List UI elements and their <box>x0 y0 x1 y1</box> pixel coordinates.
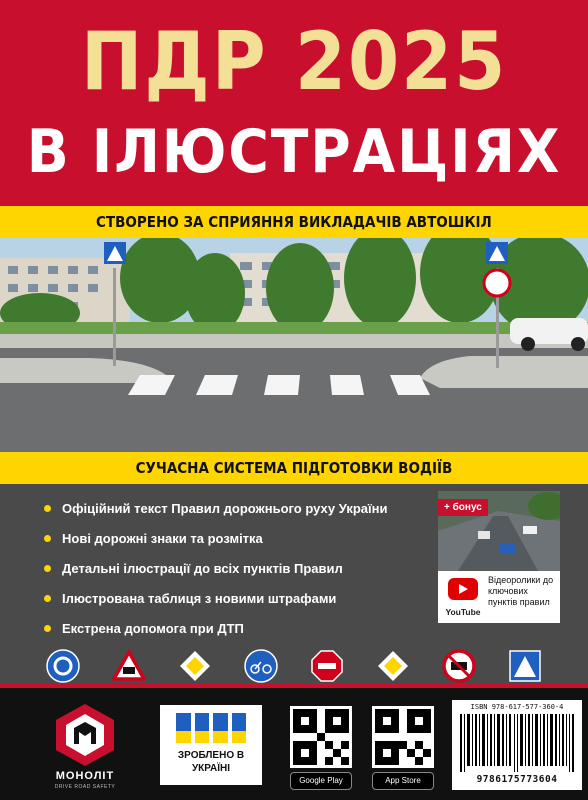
no-entry-trucks-sign-icon <box>442 649 476 683</box>
tagline-top: СТВОРЕНО ЗА СПРИЯННЯ ВИКЛАДАЧІВ АВТОШКІЛ <box>96 213 492 231</box>
stop-sign-icon <box>310 649 344 683</box>
barcode <box>452 700 582 790</box>
publisher-logo <box>50 700 120 796</box>
feature-item: Екстрена допомога при ДТП <box>40 614 430 644</box>
tagline-mid: СУЧАСНА СИСТЕМА ПІДГОТОВКИ ВОДІЇВ <box>135 459 453 477</box>
bonus-box <box>438 491 560 623</box>
pedestrian-crossing-sign-icon <box>508 649 542 683</box>
cover-header <box>0 0 588 206</box>
monolit-logo-icon <box>50 700 120 768</box>
bicycle-lane-sign-icon <box>244 649 278 683</box>
features-list <box>40 494 430 644</box>
bullet-icon <box>44 535 51 542</box>
cover-subtitle: В ІЛЮСТРАЦІЯХ <box>26 117 562 187</box>
tagline-top-band <box>0 206 588 238</box>
publisher-slogan: DRIVE ROAD SAFETY <box>54 784 116 790</box>
bullet-icon <box>44 595 51 602</box>
qr-code-app-store[interactable] <box>372 706 434 768</box>
tagline-mid-band <box>0 452 588 484</box>
youtube-icon <box>444 575 482 605</box>
bullet-icon <box>44 625 51 632</box>
bullet-icon <box>44 565 51 572</box>
feature-item: Ілюстрована таблиця з новими штрафами <box>40 584 430 614</box>
priority-road-sign-icon <box>178 649 212 683</box>
bonus-video-thumbnail <box>438 491 560 571</box>
main-road-sign-icon <box>376 649 410 683</box>
isbn-text: ISBN 978-617-577-360-4 <box>470 703 564 711</box>
youtube-logo <box>444 575 482 619</box>
publisher-name: МОНОЛІТ <box>55 770 115 782</box>
cover-title: ПДР 2025 <box>80 15 508 108</box>
youtube-label: YouTube <box>445 607 481 617</box>
bonus-tag: + бонус <box>438 499 488 516</box>
roundabout-sign-icon <box>46 649 80 683</box>
bullet-icon <box>44 505 51 512</box>
made-in-ukraine-text: ЗРОБЛЕНО В УКРАЇНІ <box>177 750 245 774</box>
app-store-badge[interactable]: App Store <box>372 772 434 790</box>
qr-code-icon <box>293 709 349 765</box>
feature-item: Нові дорожні знаки та розмітка <box>40 524 430 554</box>
ukraine-flag-bars-icon <box>176 713 246 743</box>
qr-code-google-play[interactable] <box>290 706 352 768</box>
feature-item: Детальні ілюстрації до всіх пунктів Правил <box>40 554 430 584</box>
road-crossing-photo <box>0 238 588 452</box>
bonus-description: Відеоролики до ключових пунктів правил <box>488 575 554 607</box>
barcode-number: 9786175773604 <box>476 774 558 785</box>
warning-triangle-sign-icon <box>112 649 146 683</box>
road-signs-row <box>0 644 588 688</box>
qr-code-icon <box>375 709 431 765</box>
made-in-ukraine-badge <box>160 705 262 785</box>
feature-item: Офіційний текст Правил дорожнього руху України <box>40 494 430 524</box>
barcode-bars-icon <box>458 714 576 772</box>
google-play-badge[interactable]: Google Play <box>290 772 352 790</box>
